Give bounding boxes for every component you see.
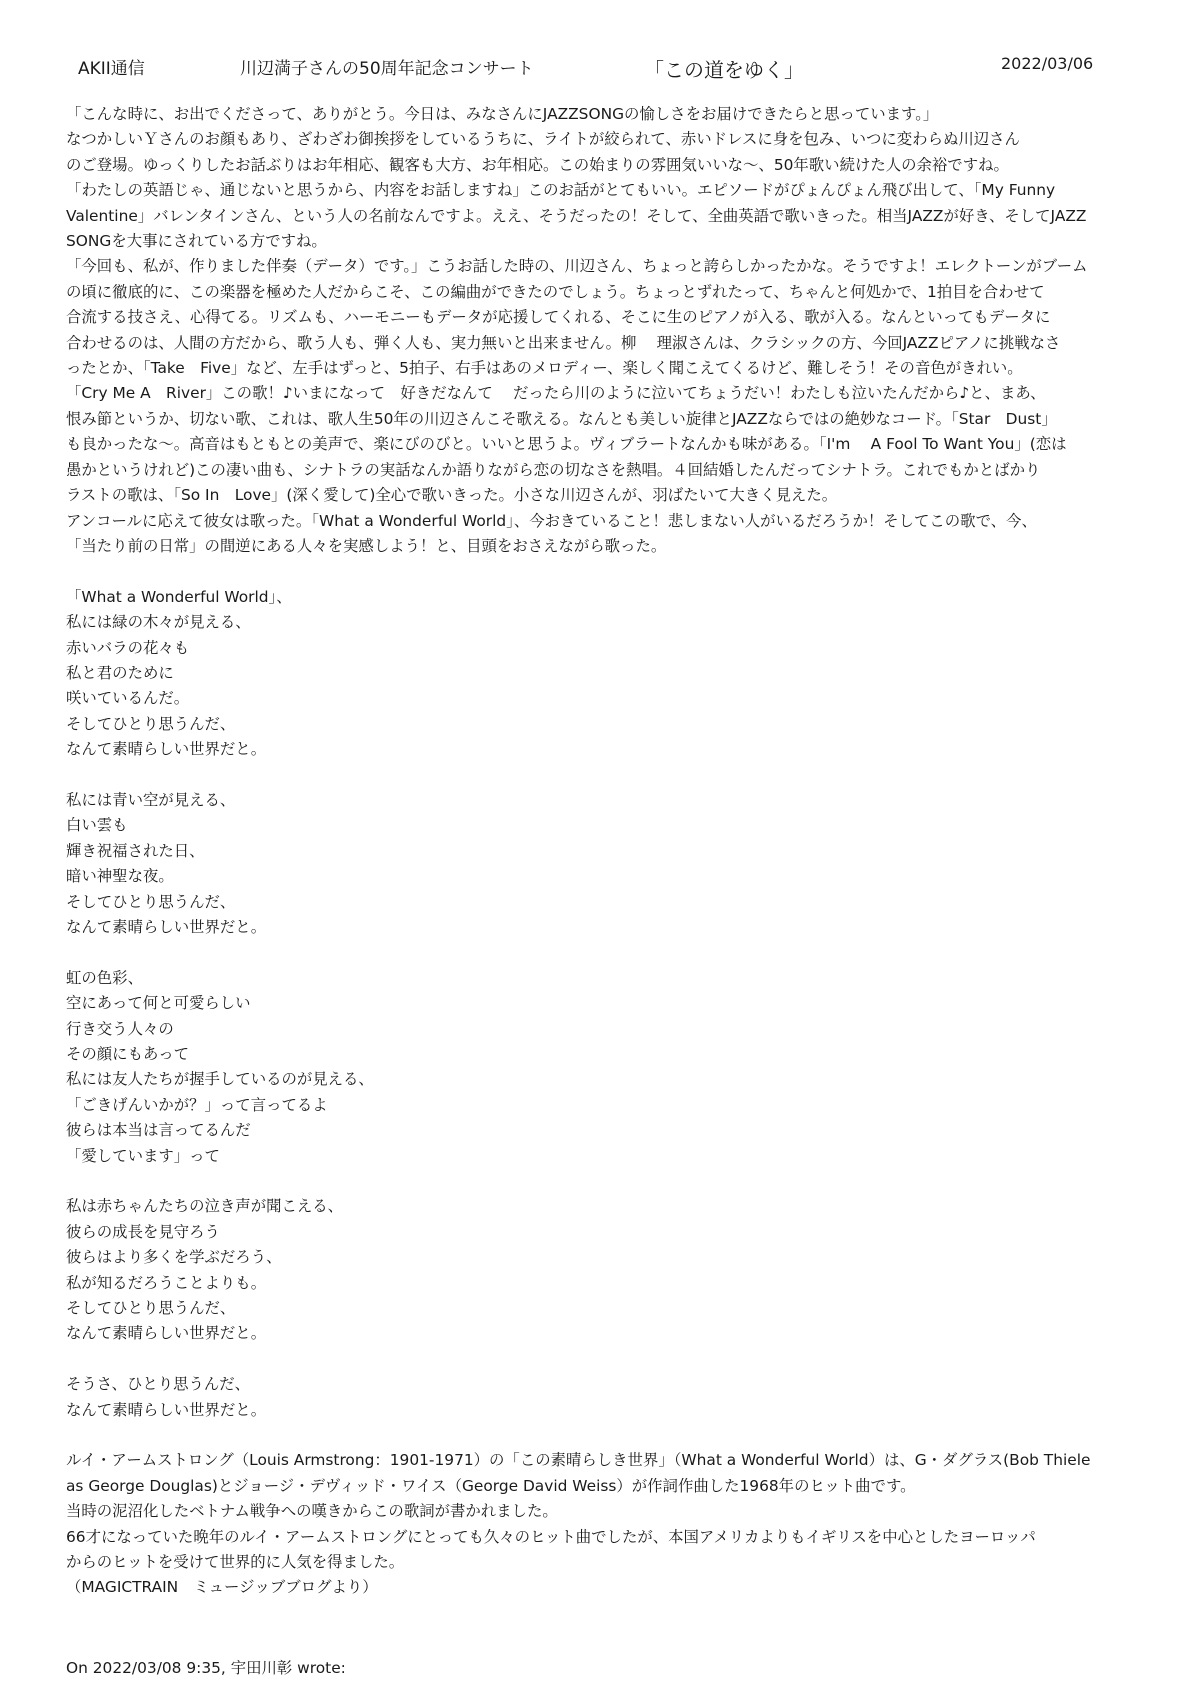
lyric-line: 私には緑の木々が見える、 <box>66 613 251 632</box>
note-line: 当時の泥沼化したベトナム戦争への嘆きからこの歌詞が書かれました。 <box>66 1502 558 1521</box>
body-line: 合わせるのは、人間の方だから、歌う人も、弾く人も、実力無いと出来ません。柳 理淑さんは、クラシックの方、今回JAZZピアノに挑戦なさ <box>66 333 1061 352</box>
email-quote-header: On 2022/03/08 9:35, 宇田川彰 wrote: <box>66 1659 346 1677</box>
lyric-line: なんて素晴らしい世界だと。 <box>66 917 267 936</box>
lyric-line: そしてひとり思うんだ、 <box>66 714 236 733</box>
lyric-line: その顔にもあって <box>66 1044 189 1063</box>
lyric-line: 私が知るだろうことよりも。 <box>66 1273 267 1292</box>
note-line: ルイ・アームストロング（Louis Armstrong：1901-1971）の「この素晴らしき世界」（What a Wonderful World）は、G・ダグラス(Bob Thiele <box>66 1451 1091 1470</box>
document-title: 川辺満子さんの50周年記念コンサート <box>240 59 534 79</box>
lyric-line: 私は赤ちゃんたちの泣き声が聞こえる、 <box>66 1197 344 1216</box>
body-line: 「今回も、私が、作りました伴奏（データ）です。」こうお話した時の、川辺さん、ちょっと誇らしかったかな。そうですよ！エレクトーンがブーム <box>66 257 1088 276</box>
body-line: SONGを大事にされている方ですね。 <box>66 232 327 251</box>
lyric-line: 「愛しています」って <box>66 1146 220 1165</box>
lyric-line: なんて素晴らしい世界だと。 <box>66 1400 267 1419</box>
lyric-line: 白い雲も <box>66 816 128 835</box>
lyric-line: 赤いバラの花々も <box>66 638 190 657</box>
lyric-line: なんて素晴らしい世界だと。 <box>66 740 267 759</box>
body-line: 愚かというけれど)この凄い曲も、シナトラの実話なんか語りながら恋の切なさを熱唱。４回結婚したんだってシナトラ。これでもかとばかり <box>66 460 1041 479</box>
lyrics <box>66 585 1146 1423</box>
lyric-line: 私と君のために <box>66 663 174 682</box>
lyrics-stanza <box>66 1194 1146 1346</box>
body-line: 合流する技さえ、心得てる。リズムも、ハーモニーもデータが応援してくれる、そこに生のピアノが入る、歌が入る。なんといってもデータに <box>66 308 1051 327</box>
note-line: からのヒットを受けて世界的に人気を得ました。 <box>66 1553 405 1572</box>
document-date: 2022/03/06 <box>1001 54 1094 73</box>
body-line: アンコールに応えて彼女は歌った。「What a Wonderful World」、今おきていること！悲しまない人がいるだろうか！そしてこの歌で、今、 <box>66 511 1037 530</box>
review-text <box>66 102 1146 559</box>
note-line: 66才になっていた晩年のルイ・アームストロングにとっても久々のヒット曲でしたが、本国アメリカよりもイギリスを中心としたヨーロッパ <box>66 1527 1036 1546</box>
body-line: なつかしいＹさんのお顔もあり、ざわざわ御挨拶をしているうちに、ライトが絞られて、赤いドレスに身を包み、いつに変わらぬ川辺さん <box>66 130 1020 149</box>
lyric-line: そうさ、ひとり思うんだ、 <box>66 1375 251 1394</box>
lyrics-stanza <box>66 966 1146 1169</box>
lyric-line: 行き交う人々の <box>66 1019 174 1038</box>
body-line: の頃に徹底的に、この楽器を極めた人だからこそ、この編曲ができたのでしょう。ちょっとずれたって、ちゃんと何処かで、1拍目を合わせて <box>66 282 1045 301</box>
concert-subtitle: 「この道をゆく」 <box>644 58 804 82</box>
lyric-line: 空にあって何と可愛らしい <box>66 994 251 1013</box>
lyric-line: 私には友人たちが握手しているのが見える、 <box>66 1070 374 1089</box>
lyric-line: 咲いているんだ。 <box>66 689 190 708</box>
lyric-line: 私には青い空が見える、 <box>66 790 236 809</box>
lyric-line: 「ごきげんいかが？」って言ってるよ <box>66 1095 328 1114</box>
document-header <box>0 54 1200 80</box>
body-line: 恨み節というか、切ない歌、これは、歌人生50年の川辺さんこそ歌える。なんとも美しい旋律とJAZZならではの絶妙なコード。「Star Dust」 <box>66 409 1057 428</box>
lyric-line: なんて素晴らしい世界だと。 <box>66 1324 267 1343</box>
body-line: ラストの歌は、「So In Love」(深く愛して)全心で歌いきった。小さな川辺さんが、羽ばたいて大きく見えた。 <box>66 486 838 505</box>
note-line: as George Douglas)とジョージ・デヴィッド・ワイス（George David Weiss）が作詞作曲した1968年のヒット曲です。 <box>66 1476 916 1495</box>
lyric-line: 「What a Wonderful World」、 <box>66 587 292 606</box>
lyric-line: 彼らは本当は言ってるんだ <box>66 1121 251 1140</box>
lyrics-stanza <box>66 585 1146 763</box>
document-body <box>66 102 1146 1601</box>
note-line: （MAGICTRAIN ミュージッブブログより） <box>66 1578 378 1597</box>
lyric-line: 彼らはより多くを学ぶだろう、 <box>66 1248 282 1267</box>
org-name: AKII通信 <box>78 59 145 79</box>
body-line: のご登場。ゆっくりしたお話ぶりはお年相応、観客も大方、お年相応。この始まりの雰囲気いいな〜、50年歌い続けた人の余裕ですね。 <box>66 155 1009 174</box>
lyric-line: そしてひとり思うんだ、 <box>66 1299 236 1318</box>
lyric-line: 輝き祝福された日、 <box>66 841 205 860</box>
song-notes <box>66 1448 1146 1600</box>
body-line: Valentine」バレンタインさん、という人の名前なんですよ。ええ、そうだったの！そして、全曲英語で歌いきった。相当JAZZが好き、そしてJAZZ <box>66 206 1087 225</box>
body-line: 「わたしの英語じゃ、通じないと思うから、内容をお話しますね」このお話がとてもいい。エピソードがぴょんぴょん飛び出して、「My Funny <box>66 181 1056 200</box>
lyrics-stanza <box>66 1372 1146 1423</box>
body-line: 「当たり前の日常」の間逆にある人々を実感しよう！と、目頭をおさえながら歌った。 <box>66 536 667 555</box>
lyric-line: 暗い神聖な夜。 <box>66 867 174 886</box>
lyric-line: そしてひとり思うんだ、 <box>66 892 236 911</box>
lyric-line: 彼らの成長を見守ろう <box>66 1222 220 1241</box>
body-line: 「Cry Me A River」この歌！♪いまになって 好きだなんて だったら川のように泣いてちょうだい！わたしも泣いたんだから♪と、まあ、 <box>66 384 1046 403</box>
body-line: ったとか、「Take Five」など、左手はずっと、5拍子、右手はあのメロディー、楽しく聞こえてくるけど、難しそう！その音色がきれい。 <box>66 359 1023 378</box>
body-line: も良かったな〜。高音はもともとの美声で、楽にびのびと。いいと思うよ。ヴィブラートなんかも味がある。「I'm A Fool To Want You」(恋は <box>66 435 1067 454</box>
body-line: 「こんな時に、お出でくださって、ありがとう。今日は、みなさんにJAZZSONGの愉しさをお届けできたらと思っています。」 <box>66 105 939 123</box>
lyrics-stanza <box>66 788 1146 940</box>
lyric-line: 虹の色彩、 <box>66 968 143 987</box>
